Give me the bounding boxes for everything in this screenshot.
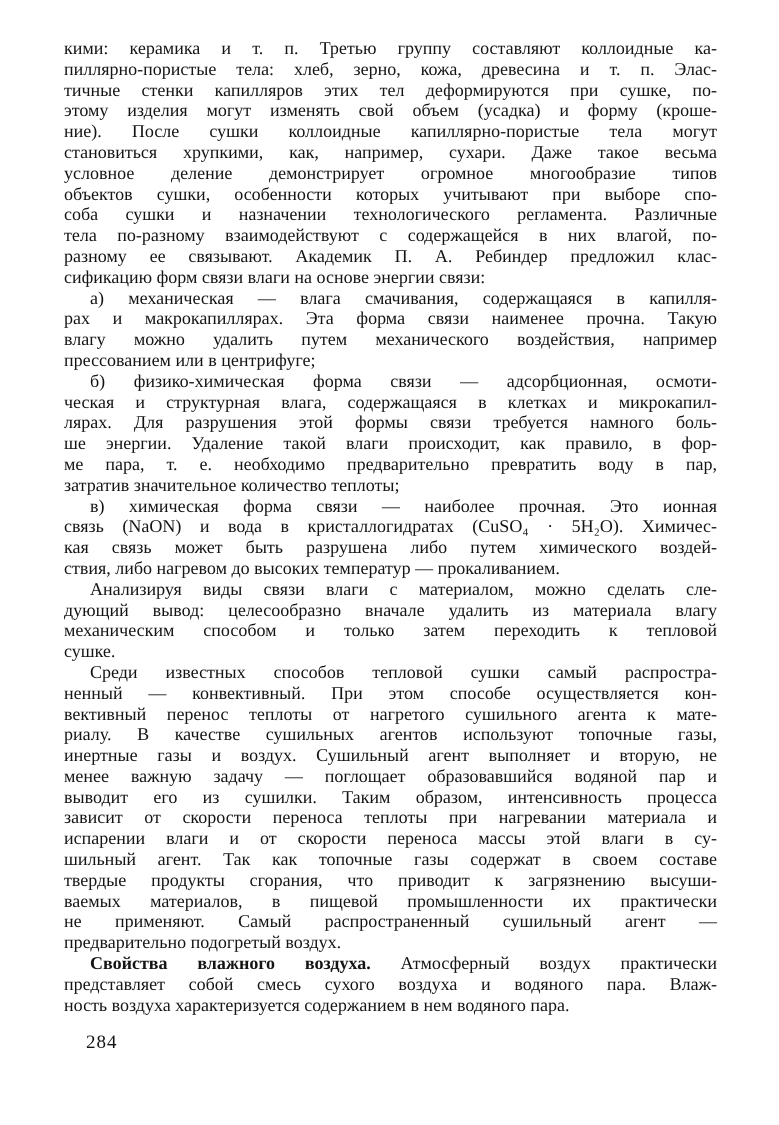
text-line: выводит его из сушилки. Таким образом, интенсивность процесса bbox=[64, 786, 717, 807]
paragraph bbox=[64, 288, 717, 371]
text-line: риалу. В качестве сушильных агентов используют топочные газы, bbox=[64, 724, 717, 745]
text-line: кая связь может быть разрушена либо путем химического воздей- bbox=[64, 537, 717, 558]
paragraph bbox=[64, 662, 717, 953]
text-line: зависит от скорости переноса теплоты при нагревании материала и bbox=[64, 807, 717, 828]
text-line: условное деление демонстрирует огромное многообразие типов bbox=[64, 162, 717, 183]
bold-lead-in: Свойства влажного воздуха. bbox=[90, 953, 371, 974]
text-line: ческая и структурная влага, содержащаяся в клетках и микрокапил- bbox=[64, 391, 717, 412]
text-line: представляет собой смесь сухого воздуха и водяного пара. Влаж- bbox=[64, 973, 717, 994]
paragraph bbox=[64, 953, 717, 1015]
text-line: пиллярно-пористые тела: хлеб, зерно, кожа, древесина и т. п. Элас- bbox=[64, 58, 717, 79]
text-line: затратив значительное количество теплоты; bbox=[64, 474, 400, 495]
text-line: менее важную задачу — поглощает образовавшийся водяной пар и bbox=[64, 765, 717, 786]
text-line: рах и макрокапиллярах. Эта форма связи наименее прочна. Такую bbox=[64, 308, 717, 329]
text-line: влагу можно удалить путем механического воздействия, например bbox=[64, 329, 717, 350]
page-number: 284 bbox=[86, 1032, 118, 1053]
text-line: ние). После сушки коллоидные капиллярно-пористые тела могут bbox=[64, 121, 717, 142]
text-line: тичные стенки капилляров этих тел деформируются при сушке, по- bbox=[64, 79, 717, 100]
text-line: механическим способом и только затем переходить к тепловой bbox=[64, 620, 717, 641]
text-line: этому изделия могут изменять свой объем (усадка) и форму (кроше- bbox=[64, 100, 717, 121]
text-line: становиться хрупкими, как, например, сухари. Даже такое весьма bbox=[64, 141, 717, 162]
text-line: тела по-разному взаимодействуют с содержащейся в них влагой, по- bbox=[64, 225, 717, 246]
text-line: предварительно подогретый воздух. bbox=[64, 932, 342, 953]
text-line: кими: керамика и т. п. Третью группу составляют коллоидные ка- bbox=[64, 38, 717, 58]
text-line: ваемых материалов, в пищевой промышленности их практически bbox=[64, 890, 717, 911]
text-line: ме пара, т. е. необходимо предварительно превратить воду в пар, bbox=[64, 453, 717, 474]
text-line: ше энергии. Удаление такой влаги происходит, как правило, в фор- bbox=[64, 433, 717, 454]
text-line: соба сушки и назначении технологического регламента. Различные bbox=[64, 204, 717, 225]
text-line: дующий вывод: целесообразно вначале удалить из материала влагу bbox=[64, 599, 717, 620]
text-line: объектов сушки, особенности которых учитывают при выборе спо- bbox=[64, 183, 717, 204]
text-line: в) химическая форма связи — наиболее прочная. Это ионная bbox=[90, 495, 717, 516]
text-line: Среди известных способов тепловой сушки самый распростра- bbox=[90, 661, 717, 682]
text-line: не применяют. Самый распространенный сушильный агент — bbox=[64, 911, 717, 932]
text-line: Анализируя виды связи влаги с материалом, можно сделать сле- bbox=[90, 578, 717, 599]
paragraph bbox=[64, 496, 717, 579]
text-line: б) физико-химическая форма связи — адсорбционная, осмоти- bbox=[90, 370, 717, 391]
text-line: ствия, либо нагревом до высоких температур — прокаливанием. bbox=[64, 557, 560, 578]
text-line: ность воздуха характеризуется содержанием в нем водяного пара. bbox=[64, 994, 570, 1015]
paragraph bbox=[64, 579, 717, 662]
paragraph bbox=[64, 38, 717, 288]
text-line: твердые продукты сгорания, что приводит к загрязнению высуши- bbox=[64, 869, 717, 890]
text-line: лярах. Для разрушения этой формы связи требуется намного боль- bbox=[64, 412, 717, 433]
page-text bbox=[64, 38, 717, 1015]
text-line: ненный — конвективный. При этом способе осуществляется кон- bbox=[64, 682, 717, 703]
text-line: связь (NaON) и вода в кристаллогидратах (CuSO₄ · 5H₂O). Химичес- bbox=[64, 516, 717, 537]
text-line: инертные газы и воздух. Сушильный агент выполняет и вторую, не bbox=[64, 745, 717, 766]
text-line: разному ее связывают. Академик П. А. Ребиндер предложил клас- bbox=[64, 245, 717, 266]
text-line: сификацию форм связи влаги на основе энергии связи: bbox=[64, 266, 486, 287]
text-line: прессованием или в центрифуге; bbox=[64, 349, 316, 370]
text-line: шильный агент. Так как топочные газы содержат в своем составе bbox=[64, 849, 717, 870]
text-line: испарении влаги и от скорости переноса массы этой влаги в су- bbox=[64, 828, 717, 849]
text-line: сушке. bbox=[64, 641, 116, 662]
text-line: вективный перенос теплоты от нагретого сушильного агента к мате- bbox=[64, 703, 717, 724]
text-line: Свойства влажного воздуха. Атмосферный воздух практически bbox=[90, 953, 718, 974]
paragraph bbox=[64, 371, 717, 496]
text-line: а) механическая — влага смачивания, содержащаяся в капилля- bbox=[90, 287, 717, 308]
